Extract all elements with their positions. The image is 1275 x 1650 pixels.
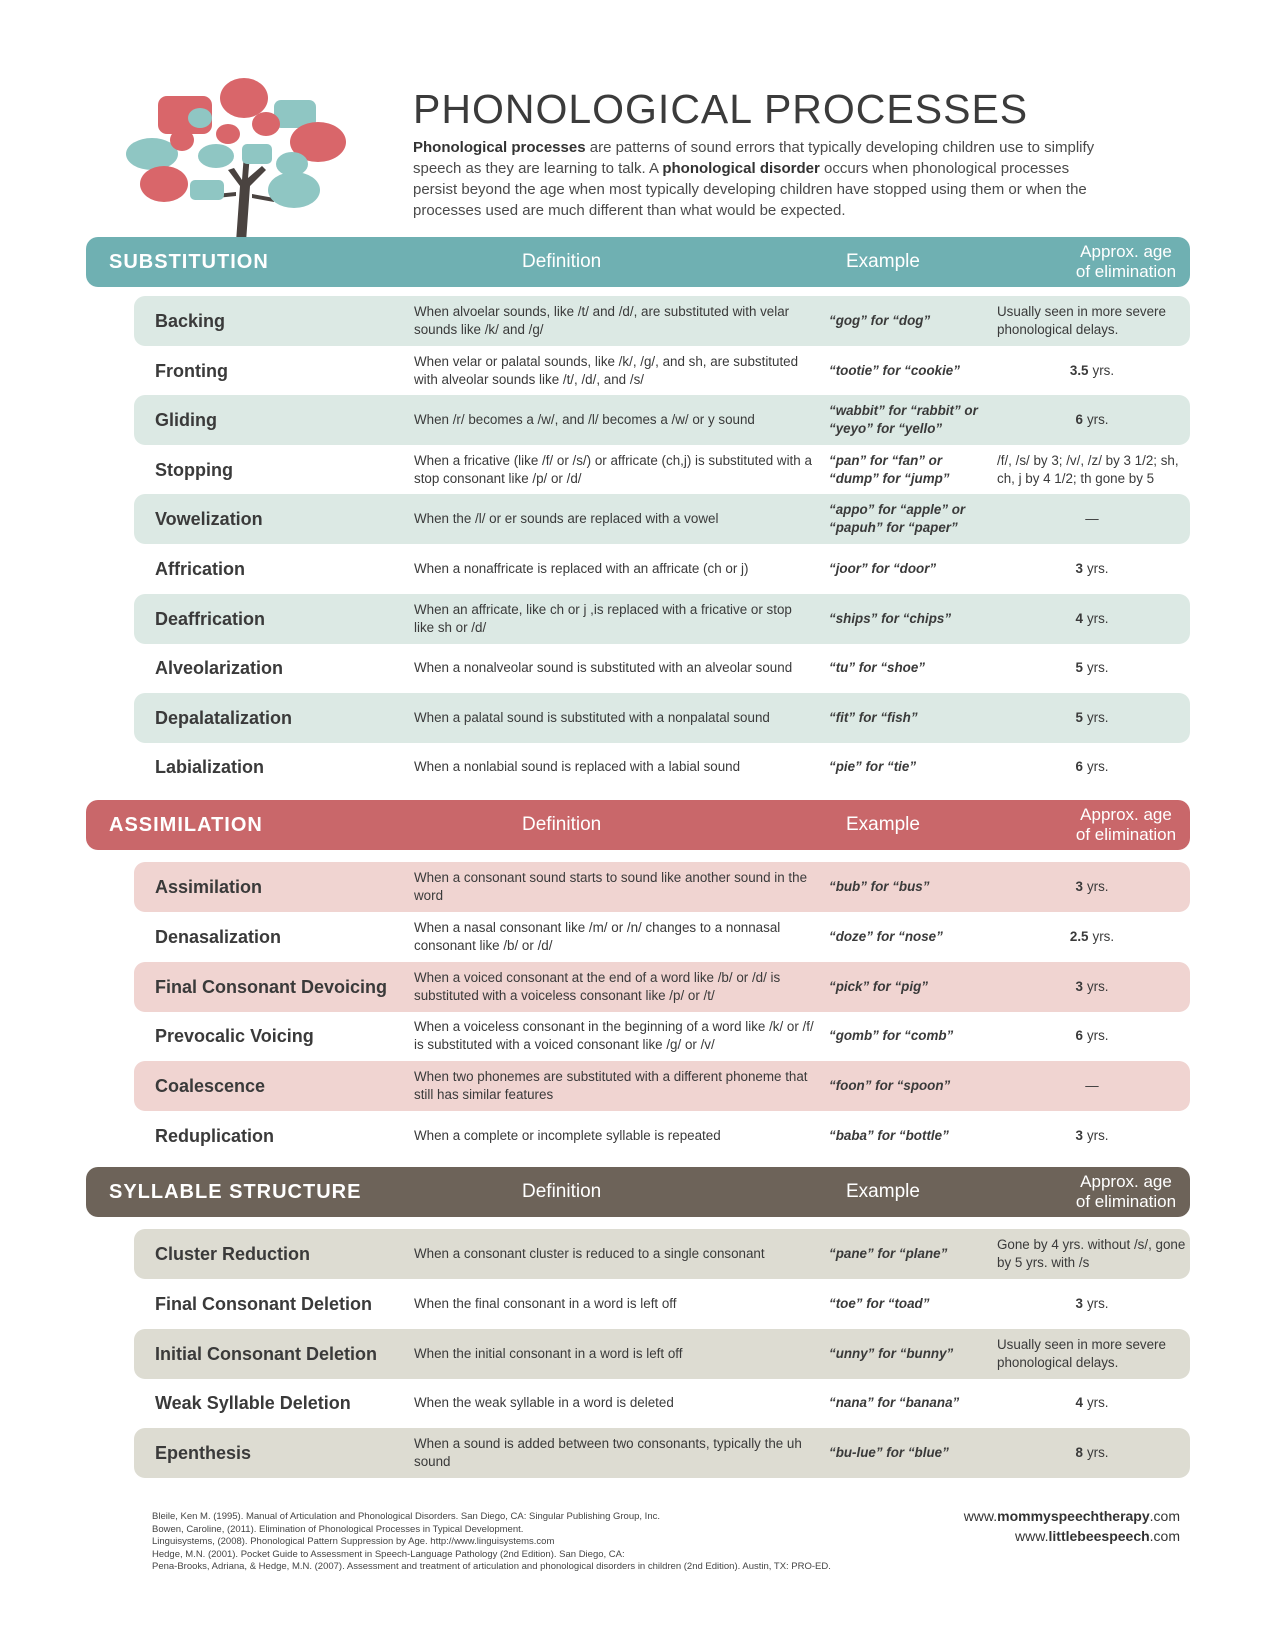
process-example <box>829 862 979 912</box>
age-value <box>1075 878 1108 896</box>
age-text: yrs. <box>1086 412 1109 428</box>
elimination-age <box>994 862 1190 912</box>
age-number: 3 <box>1075 978 1083 994</box>
elimination-age <box>994 643 1190 693</box>
example-text: “joor” for “door” <box>829 561 937 576</box>
example-text: “gog” for “dog” <box>829 313 931 328</box>
definition-text: When velar or palatal sounds, like /k/, /g/, and sh, are substituted with alveolar sounds like /t/, /d/, and /s/ <box>414 353 799 387</box>
process-definition <box>414 693 814 743</box>
age-value <box>1075 978 1108 996</box>
process-name: Epenthesis <box>155 1443 252 1464</box>
reference-item: Bowen, Caroline, (2011). Elimination of Phonological Processes in Typical Development. <box>152 1523 524 1535</box>
age-value <box>1075 758 1108 776</box>
process-example <box>829 1329 979 1379</box>
process-example <box>829 1229 979 1279</box>
process-name: Final Consonant Deletion <box>155 1293 373 1314</box>
age-text: yrs. <box>1086 1295 1109 1311</box>
link-prefix: www. <box>963 1508 998 1524</box>
process-example <box>829 296 979 346</box>
example-text: “wabbit” for “rabbit” or “yeyo” for “yello” <box>829 403 978 437</box>
example-text: “tu” for “shoe” <box>829 660 925 676</box>
elimination-age <box>994 962 1190 1012</box>
intro-text-1: are patterns of sound errors that typically developing children use to simplify speech as they are learning to talk. A <box>413 139 1095 177</box>
definition-text: When a voiced consonant at the end of a word like /b/ or /d/ is substituted with a voiceless consonant like /p/ or /t/ <box>414 969 781 1003</box>
column-header-age <box>986 805 1266 845</box>
example-text: “nana” for “banana” <box>829 1395 960 1411</box>
age-text: yrs. <box>1086 1445 1109 1461</box>
elimination-age <box>994 395 1190 445</box>
column-header-example: Example <box>846 1181 920 1202</box>
process-name: Backing <box>155 311 226 331</box>
process-example <box>829 1428 979 1478</box>
section-title: ASSIMILATION <box>109 814 263 836</box>
column-header-definition: Definition <box>522 814 602 835</box>
process-definition <box>414 1329 814 1379</box>
section-title: SUBSTITUTION <box>109 251 269 273</box>
age-text: yrs. <box>1086 660 1109 676</box>
table-row <box>134 1378 1190 1428</box>
age-header-line-2: of elimination <box>1075 1192 1177 1211</box>
age-text: yrs. <box>1086 759 1109 775</box>
table-row <box>134 962 1190 1012</box>
process-definition <box>414 1011 814 1061</box>
age-number: 6 <box>1075 759 1083 775</box>
column-header-definition: Definition <box>522 1181 602 1202</box>
age-value <box>1085 510 1098 528</box>
process-definition <box>414 445 814 495</box>
process-name: Cluster Reduction <box>155 1244 311 1264</box>
process-definition <box>414 1428 814 1478</box>
process-definition <box>414 1229 814 1279</box>
elimination-age <box>994 912 1190 962</box>
age-value <box>1075 1027 1108 1045</box>
process-definition <box>414 296 814 346</box>
elimination-age <box>994 1279 1190 1329</box>
process-example <box>829 1111 979 1161</box>
column-header-age <box>986 1172 1266 1212</box>
definition-text: When the final consonant in a word is left off <box>414 1295 677 1311</box>
process-name: Weak Syllable Deletion <box>155 1393 351 1414</box>
elimination-age <box>994 1111 1190 1161</box>
process-name: Prevocalic Voicing <box>155 1026 314 1047</box>
process-definition <box>414 594 814 644</box>
intro-term-processes: Phonological processes <box>413 139 586 156</box>
process-example <box>829 1378 979 1428</box>
example-text: “unny” for “bunny” <box>829 1345 954 1361</box>
column-header-definition: Definition <box>522 251 602 272</box>
column-header-example: Example <box>846 251 920 272</box>
definition-text: When a sound is added between two consonants, typically the uh sound <box>414 1436 802 1470</box>
link-littlebeespeech[interactable] <box>964 1526 1180 1546</box>
example-text: “gomb” for “comb” <box>829 1028 954 1044</box>
table-row <box>134 912 1190 962</box>
age-value <box>1075 1444 1108 1462</box>
example-text: “pie” for “tie” <box>829 759 917 775</box>
age-number: 3 <box>1075 879 1083 894</box>
table-row <box>134 1061 1190 1111</box>
age-text: yrs. <box>1086 1028 1109 1044</box>
elimination-age <box>994 1428 1190 1478</box>
reference-item: Hedge, M.N. (2001). Pocket Guide to Assessment in Speech-Language Pathology (2nd Edition). San Diego, CA: <box>152 1548 625 1560</box>
table-row <box>134 296 1190 346</box>
process-example <box>829 1061 979 1111</box>
age-number: 4 <box>1075 1395 1083 1411</box>
process-name: Affrication <box>155 559 245 579</box>
process-example <box>829 742 979 792</box>
elimination-age <box>994 693 1190 743</box>
example-text: “fit” for “fish” <box>829 709 918 725</box>
table-row <box>134 643 1190 693</box>
definition-text: When a palatal sound is substituted with a nonpalatal sound <box>414 709 770 725</box>
process-name: Denasalization <box>155 926 282 947</box>
age-number: 3 <box>1075 1295 1083 1311</box>
age-text: yrs. <box>1086 879 1109 894</box>
process-definition <box>414 643 814 693</box>
age-value <box>1075 560 1108 578</box>
age-value <box>997 1336 1193 1372</box>
age-value <box>997 1236 1193 1272</box>
table-row <box>134 445 1190 495</box>
definition-text: When a nasal consonant like /m/ or /n/ changes to a nonnasal consonant like /b/ or /d/ <box>414 919 781 953</box>
process-example <box>829 643 979 693</box>
process-example <box>829 594 979 644</box>
section-header-substitution <box>86 237 1190 287</box>
process-definition <box>414 1378 814 1428</box>
age-value <box>1075 1394 1108 1412</box>
process-definition <box>414 862 814 912</box>
definition-text: When a consonant cluster is reduced to a single consonant <box>414 1246 765 1261</box>
example-text: “doze” for “nose” <box>829 928 943 944</box>
process-name: Gliding <box>155 410 217 431</box>
process-example <box>829 494 979 544</box>
process-name: Initial Consonant Deletion <box>155 1343 378 1364</box>
elimination-age <box>994 544 1190 594</box>
age-value <box>1075 709 1108 727</box>
process-definition <box>414 395 814 445</box>
age-text: yrs. <box>1086 561 1109 576</box>
process-example <box>829 962 979 1012</box>
process-definition <box>414 544 814 594</box>
link-suffix: .com <box>1149 1508 1180 1524</box>
elimination-age <box>997 1329 1193 1379</box>
process-name: Alveolarization <box>155 658 284 679</box>
age-number: 3 <box>1075 561 1083 576</box>
elimination-age <box>997 1229 1193 1279</box>
age-text: yrs. <box>1086 978 1109 994</box>
process-name: Final Consonant Devoicing <box>155 976 388 997</box>
age-header-line-1: Approx. age <box>1080 1172 1172 1191</box>
process-definition <box>414 1061 814 1111</box>
intro-text-2: occurs when phonological processes persist beyond the age when most typically developing children have stopped using them or when the processes used are much different than what would be expected. <box>413 160 1087 219</box>
references <box>152 1511 912 1574</box>
age-value <box>1085 1077 1098 1095</box>
link-prefix: www. <box>1015 1528 1049 1544</box>
process-name: Reduplication <box>155 1126 275 1146</box>
age-value <box>997 452 1193 488</box>
example-text: “baba” for “bottle” <box>829 1128 949 1143</box>
age-text: yrs. <box>1092 362 1115 378</box>
process-name: Labialization <box>155 757 265 778</box>
column-header-example: Example <box>846 814 920 835</box>
reference-item: Pena-Brooks, Adriana, & Hedge, M.N. (2007). Assessment and treatment of articulation and phonological disorders in children (2nd Edition). Austin, TX: PRO-ED. <box>152 1561 831 1572</box>
age-value <box>1075 1295 1108 1313</box>
link-domain: mommyspeechtherapy <box>997 1508 1150 1524</box>
process-example <box>829 544 979 594</box>
definition-text: When a fricative (like /f/ or /s/) or affricate (ch,j) is substituted with a stop consonant like /p/ or /d/ <box>414 452 812 486</box>
section-header-syllable-structure <box>86 1167 1190 1217</box>
age-value <box>1075 610 1108 628</box>
age-text: Gone by 4 yrs. without /s/, gone by 5 yrs. with /s <box>997 1237 1186 1270</box>
age-header-line-2: of elimination <box>1075 825 1177 844</box>
process-name: Deaffrication <box>155 608 266 629</box>
table-row <box>134 1011 1190 1061</box>
reference-item: Linguisystems, (2008). Phonological Pattern Suppression by Age. http://www.linguisystems.com <box>152 1536 555 1547</box>
example-text: “bu-lue” for “blue” <box>829 1445 949 1461</box>
process-name: Fronting <box>155 360 228 381</box>
age-header-line-2: of elimination <box>1075 262 1177 281</box>
age-number: 2.5 <box>1069 928 1089 944</box>
process-example <box>829 445 979 495</box>
age-text: yrs. <box>1086 1395 1109 1411</box>
process-definition <box>414 1111 814 1161</box>
page-title: PHONOLOGICAL PROCESSES <box>413 86 1029 132</box>
definition-text: When two phonemes are substituted with a different phoneme that still has similar features <box>414 1069 808 1103</box>
table-row <box>134 862 1190 912</box>
process-name: Assimilation <box>155 877 263 897</box>
process-example <box>829 912 979 962</box>
definition-text: When a consonant sound starts to sound like another sound in the word <box>414 870 808 903</box>
process-name: Stopping <box>155 459 233 480</box>
definition-text: When an affricate, like ch or j ,is replaced with a fricative or stop like sh or /d/ <box>414 601 792 635</box>
age-number: 6 <box>1075 1028 1083 1044</box>
age-value <box>1075 1127 1108 1145</box>
intro-term-disorder: phonological disorder <box>662 160 820 177</box>
definition-text: When the weak syllable in a word is deleted <box>414 1395 674 1411</box>
process-definition <box>414 962 814 1012</box>
age-value <box>1075 411 1108 429</box>
example-text: “appo” for “apple” or “papuh” for “paper” <box>829 502 966 536</box>
elimination-age <box>994 594 1190 644</box>
definition-text: When the initial consonant in a word is left off <box>414 1345 683 1361</box>
elimination-age <box>997 445 1193 495</box>
link-mommyspeechtherapy[interactable] <box>964 1506 1180 1526</box>
process-definition <box>414 494 814 544</box>
table-row <box>134 1329 1190 1379</box>
example-text: “pane” for “plane” <box>829 1246 948 1261</box>
age-header-line-1: Approx. age <box>1080 242 1172 261</box>
reference-item: Bleile, Ken M. (1995). Manual of Articulation and Phonological Disorders. San Diego, CA: Singular Publishing Group, Inc. <box>152 1511 660 1522</box>
website-links <box>964 1506 1180 1546</box>
age-number: 6 <box>1075 412 1083 428</box>
table-row <box>134 1229 1190 1279</box>
column-header-age <box>986 242 1266 282</box>
intro-paragraph <box>413 137 1113 221</box>
table-row <box>134 742 1190 792</box>
definition-text: When alvoelar sounds, like /t/ and /d/, are substituted with velar sounds like /k/ and /g/ <box>414 304 790 337</box>
process-example <box>829 346 979 396</box>
table-row <box>134 346 1190 396</box>
age-number: 3 <box>1075 1128 1083 1143</box>
age-text: — <box>1085 511 1099 527</box>
table-row <box>134 594 1190 644</box>
process-name: Vowelization <box>155 509 263 530</box>
process-example <box>829 1011 979 1061</box>
age-number: 5 <box>1075 709 1083 725</box>
process-example <box>829 1279 979 1329</box>
process-definition <box>414 742 814 792</box>
age-value <box>1070 362 1114 380</box>
process-example <box>829 693 979 743</box>
process-name: Coalescence <box>155 1076 266 1097</box>
definition-text: When a nonlabial sound is replaced with a labial sound <box>414 759 741 775</box>
table-row <box>134 1428 1190 1478</box>
age-text: yrs. <box>1086 610 1109 626</box>
example-text: “pan” for “fan” or “dump” for “jump” <box>829 452 950 486</box>
table-row <box>134 494 1190 544</box>
table-row <box>134 395 1190 445</box>
age-value <box>997 303 1193 339</box>
process-definition <box>414 1279 814 1329</box>
elimination-age <box>994 1011 1190 1061</box>
age-text: yrs. <box>1092 928 1115 944</box>
age-number: 8 <box>1075 1445 1083 1461</box>
age-text: Usually seen in more severe phonological delays. <box>997 1336 1166 1370</box>
example-text: “ships” for “chips” <box>829 610 952 626</box>
age-text: /f/, /s/ by 3; /v/, /z/ by 3 1/2; sh, ch, j by 4 1/2; th gone by 5 <box>997 452 1179 486</box>
elimination-age <box>994 494 1190 544</box>
example-text: “foon” for “spoon” <box>829 1078 951 1094</box>
example-text: “pick” for “pig” <box>829 978 928 994</box>
example-text: “tootie” for “cookie” <box>829 362 960 378</box>
definition-text: When a nonaffricate is replaced with an affricate (ch or j) <box>414 561 749 576</box>
process-example <box>829 395 979 445</box>
age-text: — <box>1085 1078 1099 1094</box>
definition-text: When a complete or incomplete syllable is repeated <box>414 1128 721 1143</box>
example-text: “bub” for “bus” <box>829 879 930 894</box>
table-row <box>134 1111 1190 1161</box>
process-definition <box>414 346 814 396</box>
process-name: Depalatalization <box>155 707 293 728</box>
speech-bubble-tree-logo <box>124 74 364 242</box>
age-number: 3.5 <box>1069 362 1089 378</box>
age-value <box>1075 659 1108 677</box>
elimination-age <box>994 742 1190 792</box>
elimination-age <box>994 346 1190 396</box>
link-suffix: .com <box>1149 1528 1180 1544</box>
process-definition <box>414 912 814 962</box>
age-header-line-1: Approx. age <box>1080 805 1172 824</box>
elimination-age <box>997 296 1193 346</box>
definition-text: When a nonalveolar sound is substituted with an alveolar sound <box>414 660 793 676</box>
table-row <box>134 1279 1190 1329</box>
definition-text: When /r/ becomes a /w/, and /l/ becomes a /w/ or y sound <box>414 412 755 428</box>
table-row <box>134 544 1190 594</box>
definition-text: When the /l/ or er sounds are replaced with a vowel <box>414 511 719 527</box>
definition-text: When a voiceless consonant in the beginning of a word like /k/ or /f/ is substituted with a voiced consonant like /g/ or /v/ <box>414 1019 814 1053</box>
elimination-age <box>994 1061 1190 1111</box>
section-title: SYLLABLE STRUCTURE <box>109 1181 362 1203</box>
age-text: Usually seen in more severe phonological delays. <box>997 304 1166 337</box>
section-header-assimilation <box>86 800 1190 850</box>
age-text: yrs. <box>1086 709 1109 725</box>
elimination-age <box>994 1378 1190 1428</box>
age-number: 4 <box>1075 610 1083 626</box>
age-text: yrs. <box>1086 1128 1109 1143</box>
link-domain: littlebeespeech <box>1048 1528 1150 1544</box>
table-row <box>134 693 1190 743</box>
example-text: “toe” for “toad” <box>829 1295 930 1311</box>
age-value <box>1070 928 1114 946</box>
age-number: 5 <box>1075 660 1083 676</box>
